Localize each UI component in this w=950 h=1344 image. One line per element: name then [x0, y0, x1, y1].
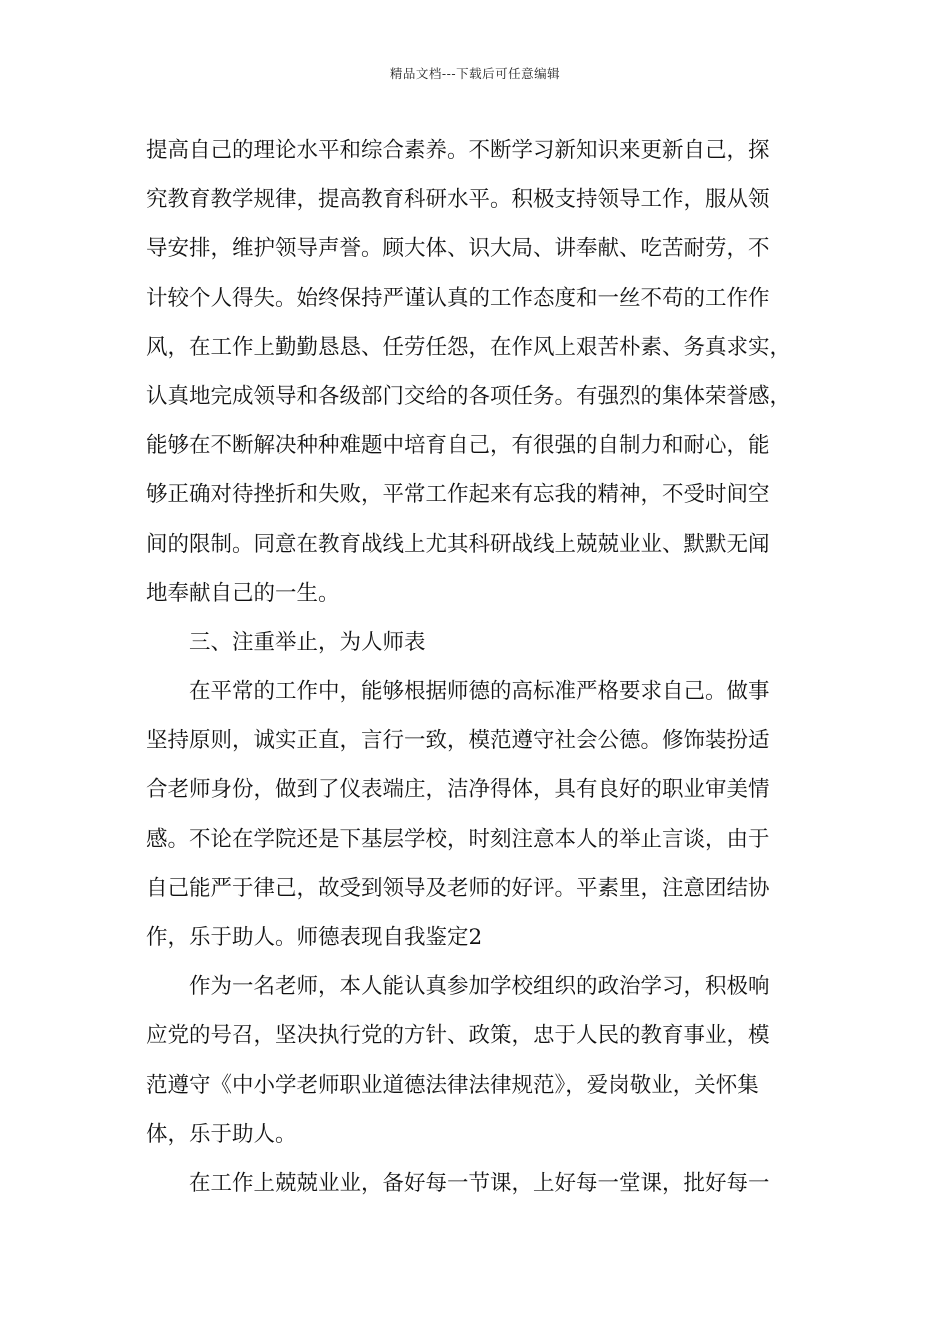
text-line: 体，乐于助人。 [146, 1121, 297, 1147]
text-line: 计较个人得失。始终保持严谨认真的工作态度和一丝不苟的工作作 [146, 285, 770, 311]
text-line: 感。不论在学院还是下基层学校，时刻注意本人的举止言谈，由于 [146, 826, 770, 852]
text-line: 够正确对待挫折和失败，平常工作起来有忘我的精神，不受时间空 [146, 482, 770, 508]
text-line: 三、注重举止，为人师表 [189, 629, 426, 655]
text-line: 坚持原则，诚实正直，言行一致，模范遵守社会公德。修饰装扮适 [146, 728, 770, 754]
text-line: 自己能严于律己，故受到领导及老师的好评。平素里，注意团结协 [146, 875, 770, 901]
text-line: 地奉献自己的一生。 [146, 580, 340, 606]
text-line: 在平常的工作中，能够根据师德的高标准严格要求自己。做事 [189, 679, 770, 705]
text-line: 风，在工作上勤勤恳恳、任劳任怨，在作风上艰苦朴素、务真求实， [146, 334, 792, 360]
text-line: 在工作上兢兢业业，备好每一节课，上好每一堂课，批好每一 [189, 1170, 770, 1196]
text-line: 认真地完成领导和各级部门交给的各项任务。有强烈的集体荣誉感， [146, 383, 792, 409]
text-line: 作为一名老师，本人能认真参加学校组织的政治学习，积极响 [189, 974, 770, 1000]
text-line: 导安排，维护领导声誉。顾大体、识大局、讲奉献、吃苦耐劳，不 [146, 236, 770, 262]
text-line: 提高自己的理论水平和综合素养。不断学习新知识来更新自己，探 [146, 138, 770, 163]
text-line: 合老师身份，做到了仪表端庄，洁净得体，具有良好的职业审美情 [146, 777, 770, 803]
text-line: 能够在不断解决种种难题中培育自己，有很强的自制力和耐心，能 [146, 433, 770, 459]
text-line: 间的限制。同意在教育战线上尤其科研战线上兢兢业业、默默无闻 [146, 531, 770, 557]
text-line: 应党的号召，坚决执行党的方针、政策，忠于人民的教育事业，模 [146, 1023, 770, 1049]
document-body [146, 126, 826, 1208]
text-line: 范遵守《中小学老师职业道德法律法律规范》，爱岗敬业，关怀集 [146, 1072, 759, 1098]
text-line: 作，乐于助人。师德表现自我鉴定2 [146, 925, 483, 950]
page-header: 精品文档---下载后可任意编辑 [389, 66, 561, 81]
text-line: 究教育教学规律，提高教育科研水平。积极支持领导工作，服从领 [146, 187, 770, 213]
